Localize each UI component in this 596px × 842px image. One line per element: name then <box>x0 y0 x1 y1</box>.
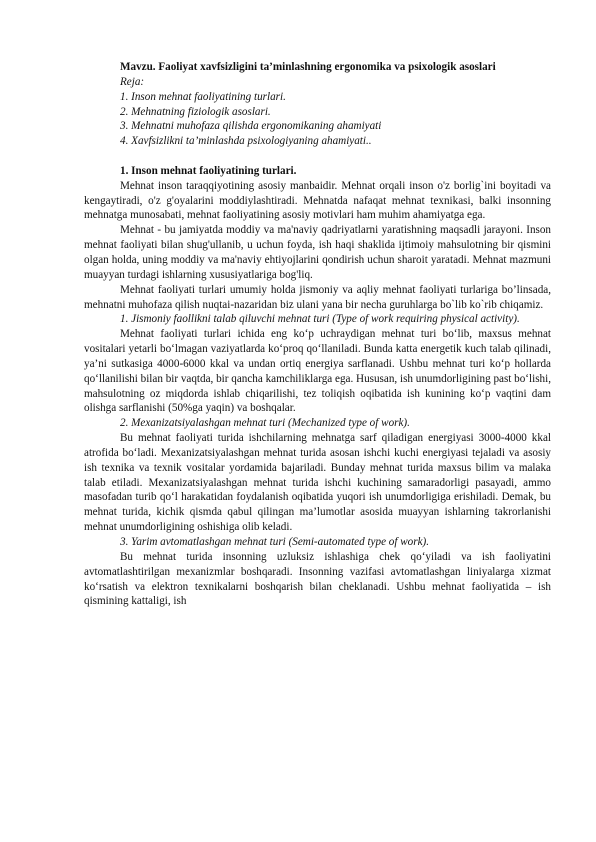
plan-label: Reja: <box>120 75 145 88</box>
plan-item: 1. Inson mehnat faoliyatining turlari. <box>120 90 286 103</box>
paragraph: Mehnat faoliyati turlari ichida eng ko‘p uchraydigan mehnat turi bo‘lib, maxsus mehnat vositalari yetarli bo‘lmagan vaziyatlarda ko‘proq qo‘llaniladi. Bunda katta energetik kuch talab qilinadi, ya’ni sutkasiga 4000-6000 kkal va undan ortiq energiya sarflanadi. Ushbu mehnat turi ko‘p hollarda qo‘llanilishi bilan bir vaqtda, bir qancha kamchiliklarga ega. Hususan, ish unumdorligining past bo‘lishi, mahsulotning oz miqdorda ishlab chiqarilishi, tez toliqish oqibatida ish kunining ko‘p vaqtini dam olishga sarflanishi (50%ga yaqin) va boshqalar. <box>84 328 551 415</box>
subheading: 1. Jismoniy faollikni talab qiluvchi mehnat turi (Type of work requiring physical activity). <box>120 313 520 326</box>
paragraph: Mehnat faoliyati turlari umumiy holda jismoniy va aqliy mehnat faoliyati turlariga bo’linsada, mehnatni muhofaza qilish nuqtai-nazaridan biz ulani yana bir necha guruhlarga bo`lib ko`rib chiqamiz. <box>84 283 551 311</box>
paragraph: Bu mehnat faoliyati turida ishchilarning mehnatga sarf qiladigan energiyasi 3000-4000 kkal atrofida bo‘ladi. Mexanizatsiyalashgan mehnat turida asosan ishchi kuchi energiyasi tejaladi va asosiy ish texnika va texnik vositalar yordamida bajariladi. Bunday mehnat turida maxsus bilim va malaka talab etiladi. Mexanizatsiyalashgan mehnat turida ishchi kuchining samaradorligi pasayadi, ammo masofadan turib qo‘l harakatidan foydalanish oqibatida yuqori ish unumdorligiga erishiladi. Demak, bu mehnat turida, kichik qismda qabul qilingan ma’lumotlar asosida muayyan ishlarning takrorlanishi mehnat unumdorligining oshishiga olib keladi. <box>84 432 551 534</box>
subheading: 2. Mexanizatsiyalashgan mehnat turi (Mechanized type of work). <box>120 417 410 430</box>
plan-item: 4. Xavfsizlikni ta’minlashda psixologiyaning ahamiyati.. <box>120 135 372 148</box>
plan-item: 3. Mehnatni muhofaza qilishda ergonomikaning ahamiyati <box>120 120 382 133</box>
section-heading: 1. Inson mehnat faoliyatining turlari. <box>120 164 297 177</box>
paragraph: Bu mehnat turida insonning uzluksiz ishlashiga chek qo‘yiladi va ish faoliyatini avtomatlashtirilgan mexanizmlar boshqaradi. Insonning vazifasi avtomatlashgan liniyalarga xizmat ko‘rsatish va elektron texnikalarni boshqarish bilan cheklanadi. Ushbu mehnat faoliyatida – ish qismining kattaligi, ish <box>84 550 551 608</box>
document-title: Mavzu. Faoliyat xavfsizligini ta’minlashning ergonomika va psixologik asoslari <box>120 61 496 73</box>
subheading: 3. Yarim avtomatlashgan mehnat turi (Semi-automated type of work). <box>120 536 430 548</box>
spacer <box>84 149 551 164</box>
paragraph: Mehnat inson taraqqiyotining asosiy manbaidir. Mehnat orqali inson o'z borlig`ini boyitadi va kengaytiradi, o'z g'oyalarini moddiylashtiradi. Mehnatda nafaqat mehnat texnikasi, balki insonning mehnatga munosabati, mehnat faoliyatining asosiy motivlari ham muhim ahamiyatga ega. <box>84 179 551 222</box>
paragraph: Mehnat - bu jamiyatda moddiy va ma'naviy qadriyatlarni yaratishning maqsadli jarayoni. Inson mehnat faoliyati bilan shug'ullanib, u uchun foyda, ish haqi shaklida ijtimoiy mahsulotning bir qismini olgan holda, uning moddiy va ma'naviy ehtiyojlarini qondirish uchun sharoit yaratadi. Mehnat mazmuni muayyan turdagi ishlarning xususiyatlariga bog'liq. <box>84 224 551 281</box>
plan-item: 2. Mehnatning fiziologik asoslari. <box>120 105 271 118</box>
